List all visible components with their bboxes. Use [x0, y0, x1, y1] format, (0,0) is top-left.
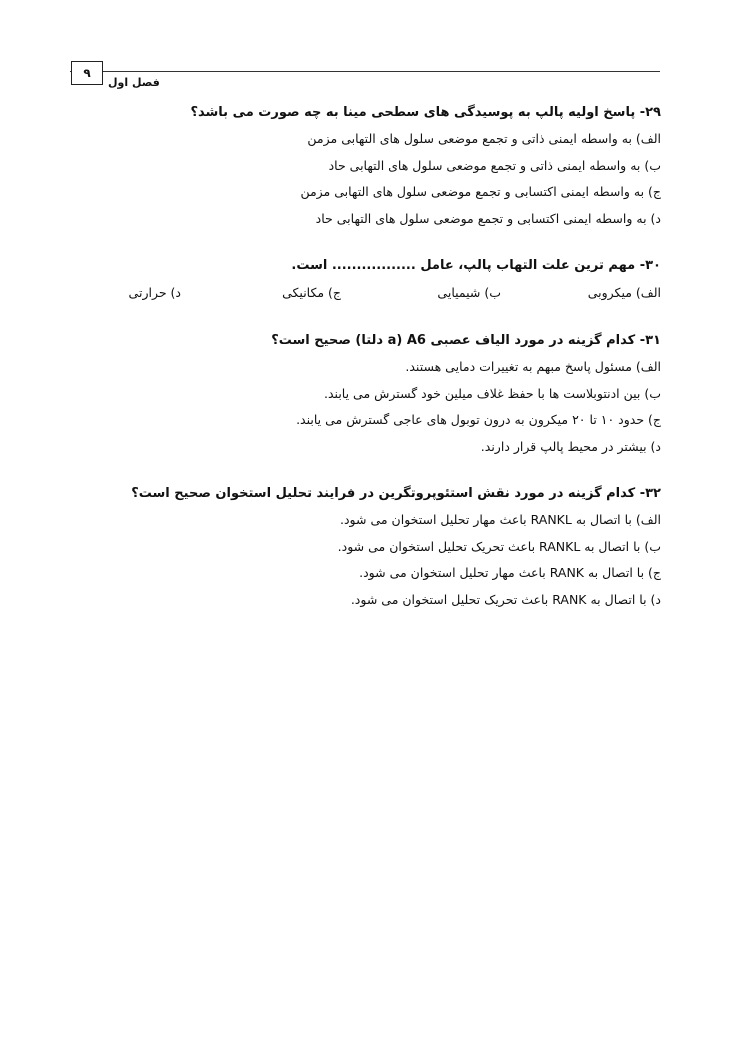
question-title: ۳۱- کدام گزینه در مورد الیاف عصبی A6 (a دلتا) صحیح است؟ [271, 333, 661, 348]
question-title: ۲۹- پاسخ اولیه پالپ به پوسیدگی های سطحی مینا به چه صورت می باشد؟ [190, 105, 661, 120]
chapter-title: فصل اول [108, 76, 160, 89]
option-c: ج) به واسطه ایمنی اکتسابی و تجمع موضعی سلول های التهابی مزمن [300, 184, 661, 199]
option-c: ج) مکانیکی [282, 285, 341, 300]
option-d: د) حرارتی [128, 285, 181, 300]
questions-content [70, 100, 661, 634]
inline-options [40, 279, 661, 307]
option-b: ب) شیمیایی [437, 285, 501, 300]
option-b: ب) به واسطه ایمنی ذاتی و تجمع موضعی سلول های التهابی حاد [328, 157, 661, 173]
question-title: ۳۰- مهم ترین علت التهاب پالپ، عامل ................. است. [291, 258, 661, 273]
option-b: ب) با اتصال به RANKL باعث تحریک تحلیل استخوان می شود. [337, 538, 661, 554]
question-32 [70, 481, 661, 613]
option-d: د) بیشتر در محیط پالپ قرار دارند. [480, 438, 661, 454]
option-d: د) به واسطه ایمنی اکتسابی و تجمع موضعی سلول های التهابی حاد [315, 210, 661, 226]
header-rule [70, 71, 660, 72]
option-c: ج) حدود ۱۰ تا ۲۰ میکرون به درون توبول های عاجی گسترش می یابند. [296, 412, 661, 427]
option-a: الف) به واسطه ایمنی ذاتی و تجمع موضعی سلول های التهابی مزمن [307, 131, 661, 146]
page-number: ۹ [71, 61, 103, 85]
question-30 [70, 253, 661, 307]
option-a: الف) با اتصال به RANKL باعث مهار تحلیل استخوان می شود. [340, 512, 661, 527]
option-d: د) با اتصال به RANK باعث تحریک تحلیل استخوان می شود. [350, 591, 661, 607]
option-b: ب) بین ادنتوبلاست ها با حفظ غلاف میلین خود گسترش می یابند. [324, 385, 661, 401]
question-31 [70, 328, 661, 460]
option-a: الف) مسئول پاسخ مبهم به تغییرات دمایی هستند. [405, 359, 661, 374]
question-title: ۳۲- کدام گزینه در مورد نقش استئوپروتگرین در فرایند تحلیل استخوان صحیح است؟ [131, 486, 661, 501]
question-29 [70, 100, 661, 232]
option-c: ج) با اتصال به RANK باعث مهار تحلیل استخوان می شود. [359, 565, 661, 580]
option-a: الف) میکروبی [587, 285, 661, 300]
